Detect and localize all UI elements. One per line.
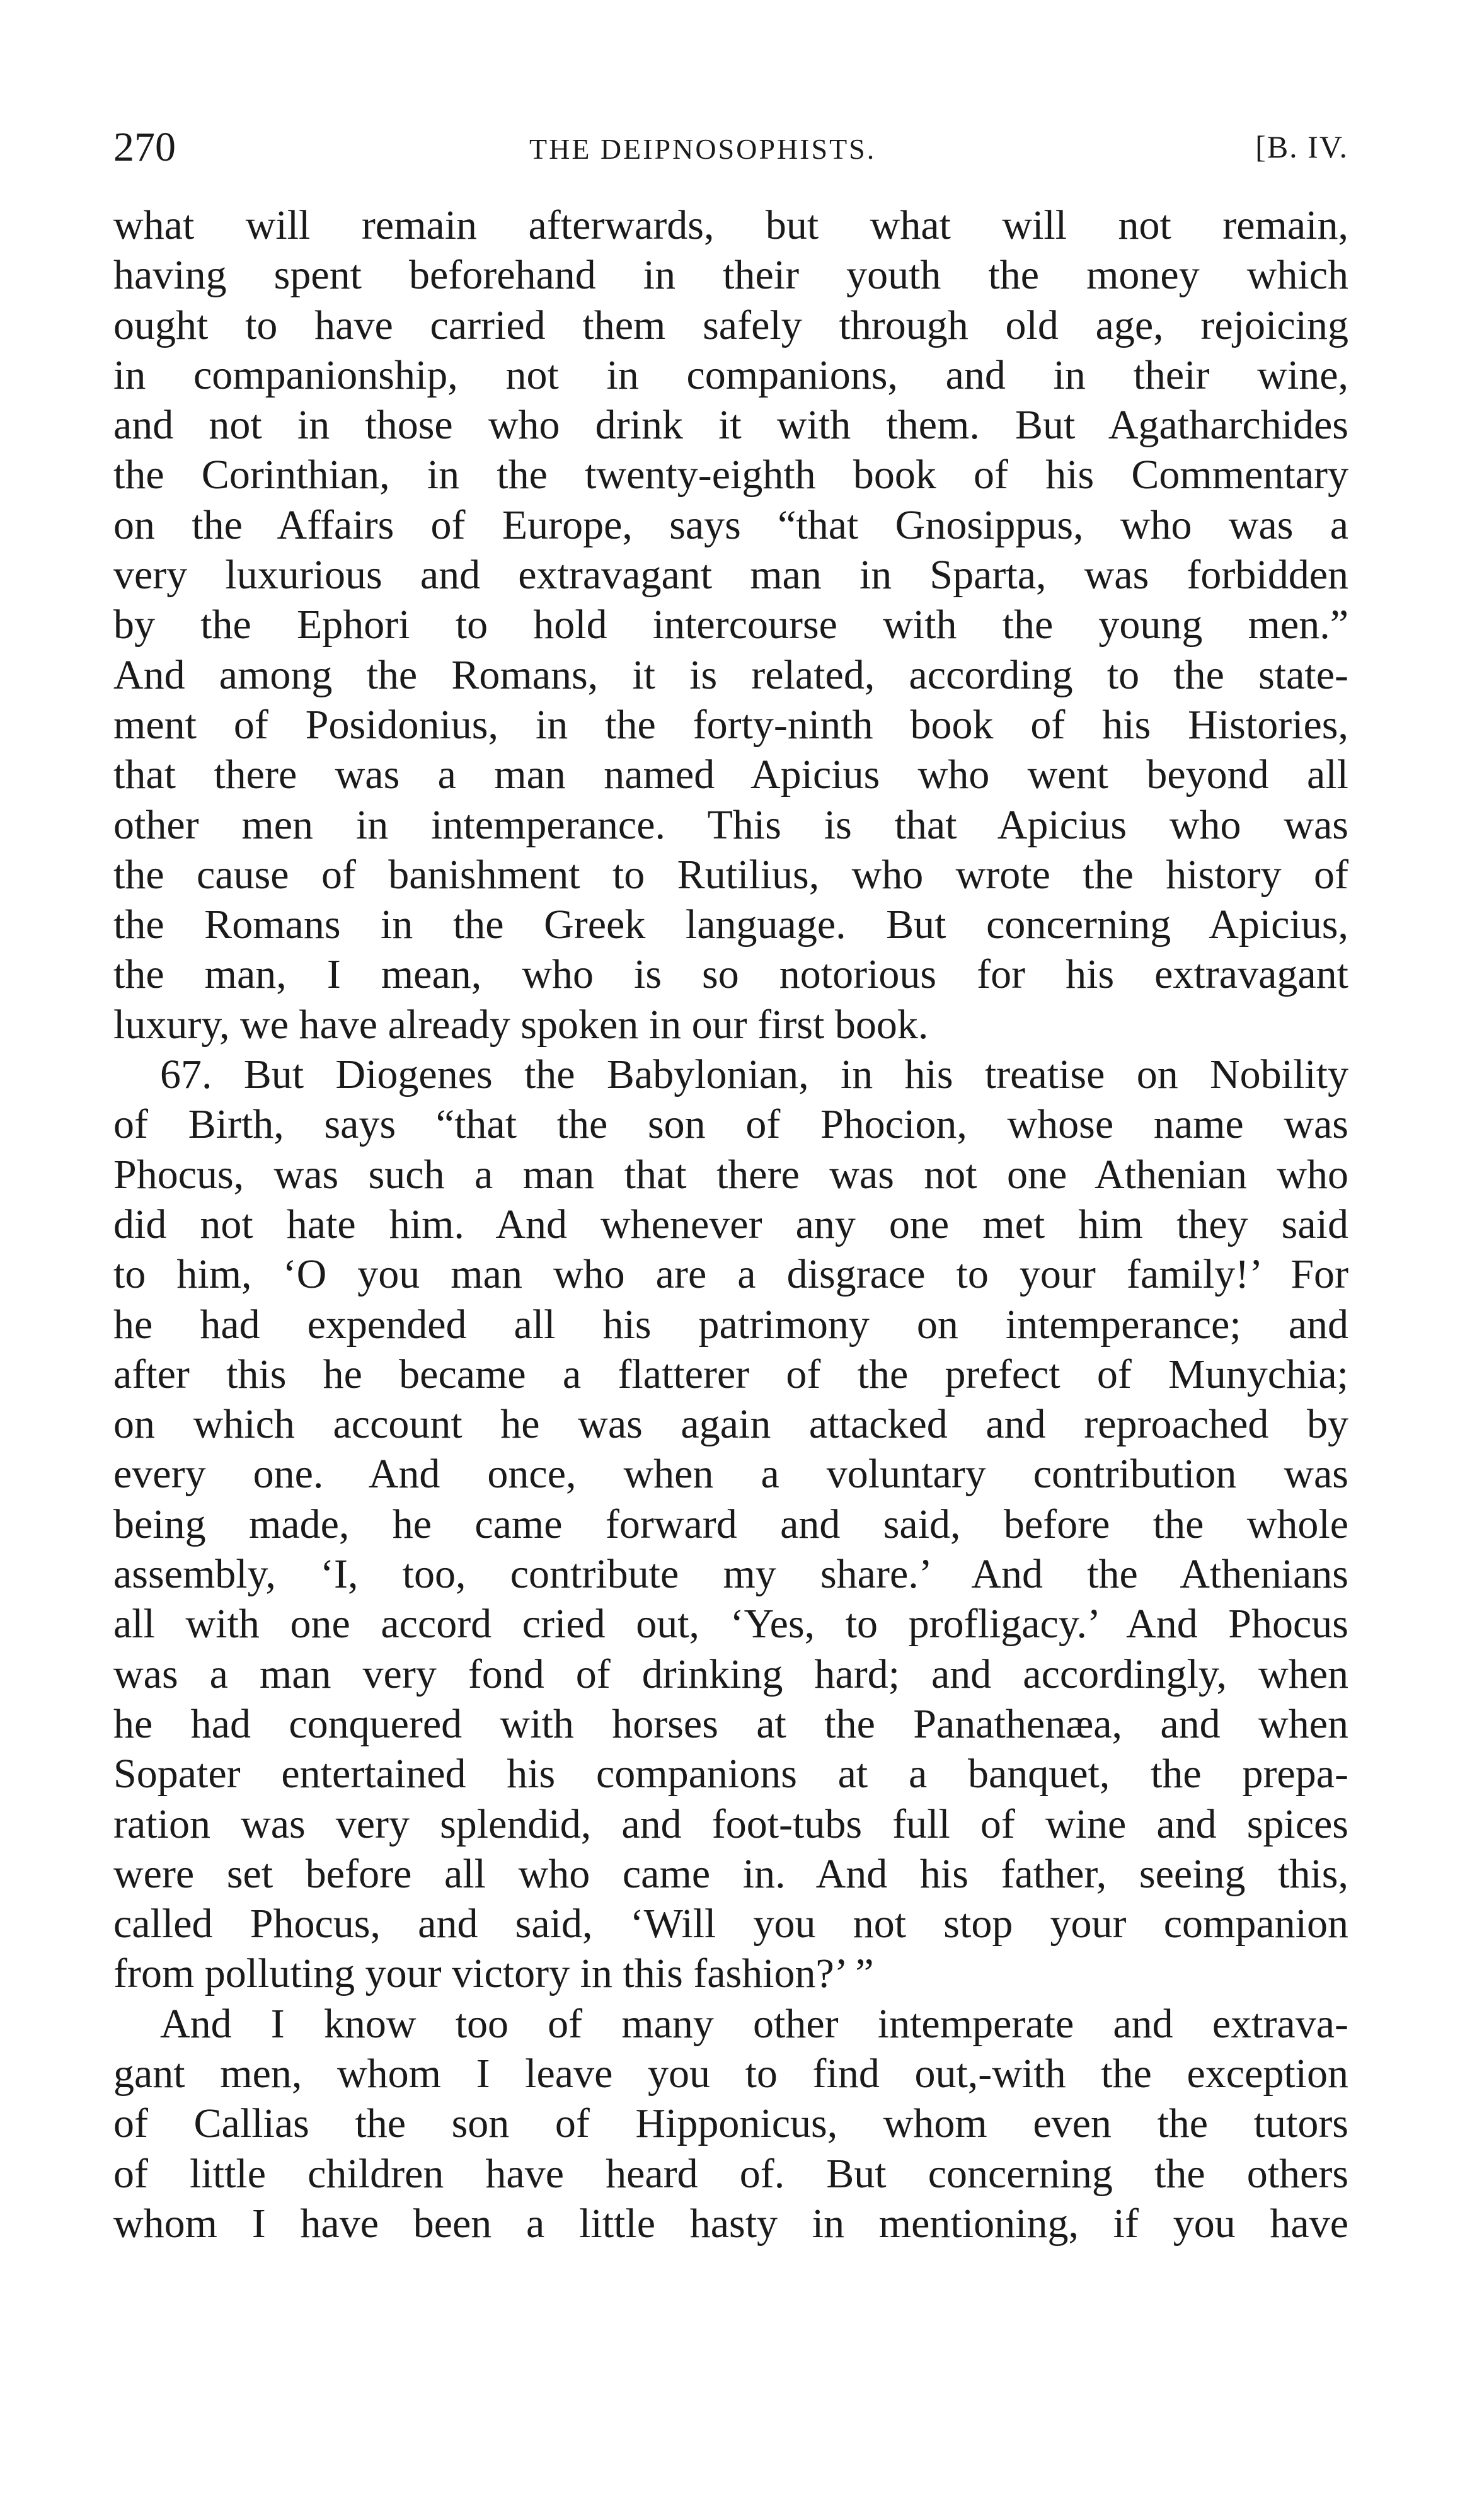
body-text: [113, 200, 1348, 2248]
text-line: to him, ‘O you man who are a disgrace to your family!’ For: [113, 1251, 1348, 1298]
paragraph: [113, 200, 1348, 1050]
text-line: gant men, whom I leave you to find out,-with the exception: [113, 2050, 1348, 2097]
text-line: in companionship, not in companions, and in their wine,: [113, 352, 1348, 398]
text-line: assembly, ‘I, too, contribute my share.’ And the Athenians: [113, 1551, 1348, 1598]
text-line: very luxurious and extravagant man in Sparta, was forbidden: [113, 552, 1348, 598]
text-line: having spent beforehand in their youth the money which: [113, 252, 1348, 299]
text-line: the Corinthian, in the twenty-eighth book of his Commentary: [113, 452, 1348, 498]
text-line: was a man very fond of drinking hard; and accordingly, when: [113, 1651, 1348, 1697]
text-line: And I know too of many other intemperate and extrava-: [160, 2000, 1348, 2047]
text-line: every one. And once, when a voluntary contribution was: [113, 1451, 1348, 1498]
running-head: [113, 123, 1348, 180]
text-line: he had conquered with horses at the Panathenæa, and when: [113, 1700, 1348, 1747]
text-line: Phocus, was such a man that there was not one Athenian who: [113, 1151, 1348, 1198]
text-line: ration was very splendid, and foot-tubs full of wine and spices: [113, 1801, 1348, 1847]
text-line: ought to have carried them safely through old age, rejoicing: [113, 302, 1348, 348]
book-reference: [B. IV.: [1255, 129, 1348, 164]
text-line: all with one accord cried out, ‘Yes, to profligacy.’ And Phocus: [113, 1601, 1348, 1647]
text-line: he had expended all his patrimony on intemperance; and: [113, 1301, 1348, 1348]
text-line: on the Affairs of Europe, says “that Gnosippus, who was a: [113, 501, 1348, 548]
paragraph: [113, 1999, 1348, 2248]
text-line: whom I have been a little hasty in mentioning, if you have: [113, 2200, 1348, 2247]
text-line: what will remain afterwards, but what will not remain,: [113, 202, 1348, 248]
text-line: being made, he came forward and said, before the whole: [113, 1501, 1348, 1547]
text-line: the cause of banishment to Rutilius, who wrote the history of: [113, 851, 1348, 898]
text-line: did not hate him. And whenever any one met him they said: [113, 1201, 1348, 1247]
text-line: the man, I mean, who is so notorious for his extravagant: [113, 951, 1348, 998]
text-line: ment of Posidonius, in the forty-ninth book of his Histories,: [113, 701, 1348, 748]
text-line: and not in those who drink it with them. But Agatharchides: [113, 402, 1348, 449]
running-title: THE DEIPNOSOPHISTS.: [529, 133, 876, 165]
text-line: luxury, we have already spoken in our first book.: [113, 1001, 929, 1048]
text-line: that there was a man named Apicius who went beyond all: [113, 752, 1348, 798]
text-line: from polluting your victory in this fashion?’ ”: [113, 1950, 874, 1997]
text-line: were set before all who came in. And his father, seeing this,: [113, 1850, 1348, 1897]
text-line: Sopater entertained his companions at a banquet, the prepa-: [113, 1751, 1348, 1797]
text-line: of Callias the son of Hipponicus, whom even the tutors: [113, 2100, 1348, 2147]
text-line: And among the Romans, it is related, according to the state-: [113, 651, 1348, 698]
text-line: 67. But Diogenes the Babylonian, in his treatise on Nobility: [160, 1051, 1348, 1098]
text-line: by the Ephori to hold intercourse with the young men.”: [113, 602, 1348, 648]
text-line: of little children have heard of. But concerning the others: [113, 2150, 1348, 2197]
text-line: called Phocus, and said, ‘Will you not stop your companion: [113, 1901, 1348, 1947]
text-line: after this he became a flatterer of the prefect of Munychia;: [113, 1351, 1348, 1397]
text-line: of Birth, says “that the son of Phocion, whose name was: [113, 1101, 1348, 1148]
paragraph: [113, 1050, 1348, 1999]
text-line: other men in intemperance. This is that Apicius who was: [113, 801, 1348, 848]
page-number: 270: [113, 124, 176, 170]
text-line: on which account he was again attacked and reproached by: [113, 1401, 1348, 1448]
text-line: the Romans in the Greek language. But concerning Apicius,: [113, 902, 1348, 948]
